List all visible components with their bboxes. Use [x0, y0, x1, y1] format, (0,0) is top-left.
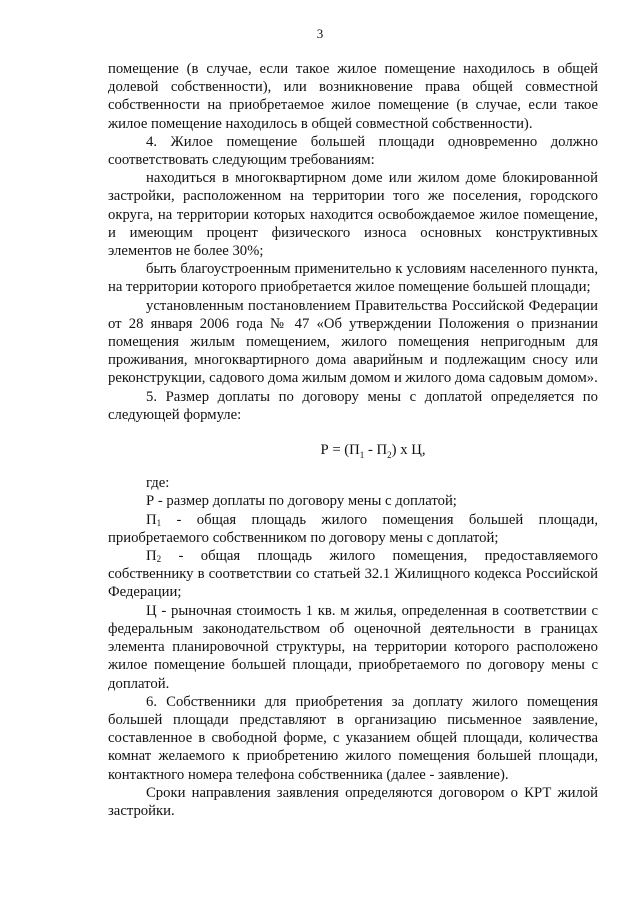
paragraph-continuation: помещение (в случае, если такое жилое помещение находилось в общей долевой собственности), или возникновение права общей совместной собственности на приобретаемое жилое помещение (в случае, если такое жилое помещение находилось в общей совместной собственности).: [108, 61, 598, 132]
paragraph-item-4: 4. Жилое помещение большей площади одновременно должно соответствовать следующим требованиям:: [108, 133, 598, 169]
symbol-p1: П: [146, 511, 157, 528]
paragraph-deadlines: Сроки направления заявления определяются договором о КРТ жилой застройки.: [108, 784, 598, 819]
definition-c: Ц - рыночная стоимость 1 кв. м жилья, определенная в соответствии с федеральным законодательством об оценочной деятельности в границах элемента планировочной структуры, на территории которого расположено жилое помещение большей площади, приобретаемого по договору мены с доплатой.: [108, 602, 598, 692]
formula-mid: - П: [364, 442, 388, 459]
formula-right: ) х Ц,: [391, 442, 426, 459]
symbol-p2-sub: 2: [156, 554, 162, 565]
symbol-p2: П: [146, 548, 157, 565]
paragraph-where: где:: [146, 475, 170, 492]
definition-p2: [108, 547, 598, 602]
page-number: 3: [316, 26, 324, 41]
definition-p: Р - размер доплаты по договору мены с доплатой;: [146, 493, 457, 510]
formula-sub-2: 2: [387, 450, 392, 460]
definition-p1: [108, 511, 598, 547]
symbol-p1-sub: 1: [156, 517, 162, 528]
formula-sub-1: 1: [359, 450, 365, 460]
paragraph-item-6: 6. Собственники для приобретения за доплату жилого помещения большей площади представляют в организацию письменное заявление, составленное в свободной форме, с указанием общей площади, количества комнат желаемого к приобретению жилого помещения большей площади, контактного номера телефона собственника (далее - заявление).: [108, 693, 598, 783]
payment-formula: [108, 441, 598, 459]
document-body: [108, 60, 598, 820]
paragraph-requirement-regulation: установленным постановлением Правительства Российской Федерации от 28 января 2006 года № 47 «Об утверждении Положения о признании помещения жилым помещением, жилого помещения непригодным для проживания, многоквартирного дома аварийным и подлежащим сносу или реконструкции, садового дома жилым домом и жилого дома садовым домом».: [108, 297, 598, 387]
paragraph-item-5: 5. Размер доплаты по договору мены с доплатой определяется по следующей формуле:: [108, 388, 598, 423]
definition-p1-text: - общая площадь жилого помещения большей площади, приобретаемого собственником по договору мены с доплатой;: [108, 511, 598, 546]
definition-p2-text: - общая площадь жилого помещения, предоставляемого собственнику в соответствии со статьей 32.1 Жилищного кодекса Российской Федерации;: [108, 548, 598, 601]
formula-left: Р = (П: [320, 442, 360, 459]
paragraph-requirement-location: находиться в многоквартирном доме или жилом доме блокированной застройки, расположенном на территории того же поселения, городского округа, на территории которых находится освобождаемое жилое помещение, и имеющим процент физического износа основных конструктивных элементов не более 30%;: [108, 170, 598, 260]
paragraph-requirement-amenities: быть благоустроенным применительно к условиям населенного пункта, на территории которого приобретается жилое помещение большей площади;: [108, 261, 598, 296]
